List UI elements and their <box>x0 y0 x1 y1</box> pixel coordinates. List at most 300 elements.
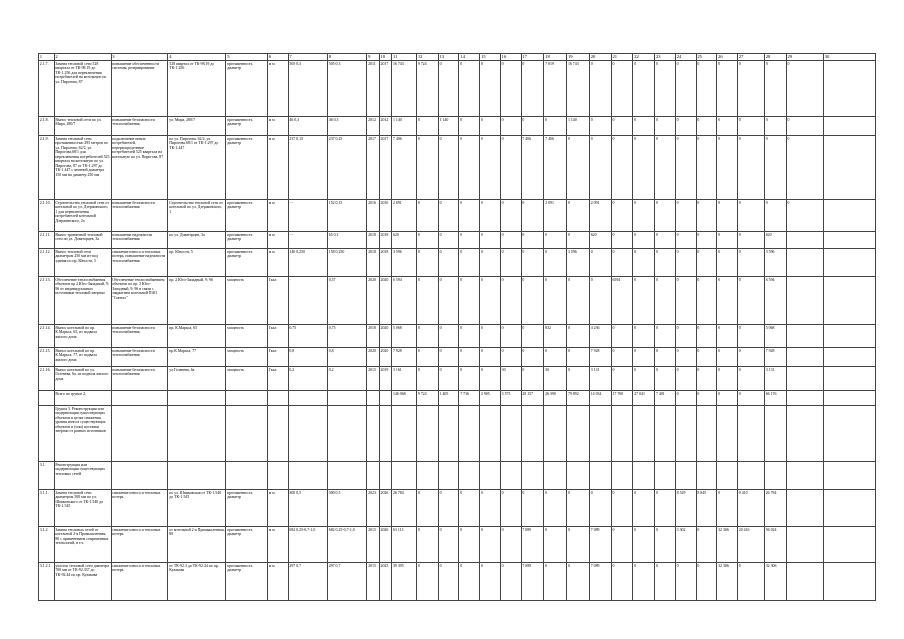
table-cell: пр. К.Маркса, 65 <box>168 324 226 347</box>
table-cell: 0 <box>567 526 590 562</box>
table-cell <box>823 489 875 526</box>
table-cell: 0 <box>521 248 544 276</box>
table-cell: 26 784 <box>392 489 417 526</box>
table-cell <box>675 461 696 489</box>
table-cell <box>764 461 786 489</box>
table-cell: 505 0,3 <box>327 60 366 116</box>
table-cell <box>589 405 611 461</box>
table-cell: 7 089 <box>589 526 611 562</box>
table-cell: 8 845 <box>696 489 717 526</box>
column-number-cell: 8 <box>327 54 366 61</box>
table-cell: 0 <box>675 248 696 276</box>
table-cell <box>823 562 875 600</box>
table-cell: м м <box>267 562 288 600</box>
table-cell <box>823 366 875 390</box>
table-cell: 17 700 <box>611 390 633 405</box>
table-cell <box>438 461 459 489</box>
column-number-cell: 7 <box>288 54 327 61</box>
table-cell: 0,2 <box>327 366 366 390</box>
table-cell: 0 <box>500 116 521 135</box>
table-cell <box>459 461 480 489</box>
table-cell <box>786 276 823 324</box>
table-cell <box>717 405 738 461</box>
table-cell: повышение безопасности теплоснабжения <box>111 324 168 347</box>
table-cell: 0 <box>717 135 738 199</box>
table-cell: 7 401 <box>655 390 676 405</box>
table-cell: 2.1.8. <box>39 116 55 135</box>
table-cell: 1 140 <box>567 116 590 135</box>
table-cell: 2 091 <box>392 199 417 231</box>
table-cell <box>589 461 611 489</box>
table-cell <box>764 405 786 461</box>
table-cell: 0 <box>438 248 459 276</box>
table-cell: 2020 <box>367 347 379 366</box>
table-cell: пр.К.Маркса, 77 <box>168 347 226 366</box>
table-cell: 2025 <box>379 562 391 600</box>
table-cell: 0 <box>675 135 696 199</box>
table-cell: повышение безопасности теплоснабжения <box>111 116 168 135</box>
table-row <box>39 116 876 135</box>
table-cell: 152 0,15 <box>327 199 366 231</box>
table-cell: 0 <box>459 562 480 600</box>
table-cell <box>367 461 379 489</box>
table-cell: 0 <box>521 60 544 116</box>
table-cell: Вынос котельной по пр. К.Маркса, 65, из подвала жилого дома <box>54 324 111 347</box>
table-cell: 0 <box>611 199 633 231</box>
table-cell: 0 <box>544 347 567 366</box>
table-cell: 620 <box>589 231 611 248</box>
table-cell <box>417 405 439 461</box>
table-cell: 2018 <box>367 248 379 276</box>
table-cell: 3.1.2.1. <box>39 562 55 600</box>
table-cell: м м <box>267 248 288 276</box>
table-cell: 237 0,25 <box>327 135 366 199</box>
table-cell: 0 <box>459 489 480 526</box>
table-cell: 7 089 <box>521 562 544 600</box>
table-cell: 0,2 <box>288 366 327 390</box>
table-cell: 6594 <box>611 276 633 324</box>
table-cell: 0 <box>675 324 696 347</box>
table-cell <box>500 405 521 461</box>
table-cell: 0,75 <box>327 324 366 347</box>
table-cell: 0 <box>696 347 717 366</box>
table-cell: 0 <box>633 248 655 276</box>
table-cell: протяженность диаметр <box>226 526 267 562</box>
table-cell: 2019 <box>379 366 391 390</box>
table-cell: 0 <box>655 347 676 366</box>
table-cell <box>111 390 168 405</box>
table-cell: 2015 <box>367 562 379 600</box>
column-number-cell: 4 <box>168 54 226 61</box>
table-cell: от котельной 2-я Промышленная, 80 <box>168 526 226 562</box>
table-cell: 0 <box>737 324 764 347</box>
table-cell: 0 <box>737 366 764 390</box>
table-cell: 32 306 <box>717 526 738 562</box>
table-cell: 7 089 <box>521 526 544 562</box>
table-cell: - - <box>288 199 327 231</box>
table-cell: 0 <box>696 199 717 231</box>
table-cell <box>823 526 875 562</box>
table-cell <box>438 405 459 461</box>
table-cell: 7 736 <box>459 390 480 405</box>
table-cell: 0 <box>633 366 655 390</box>
table-cell: 0 <box>655 366 676 390</box>
table-cell: 0 <box>480 231 501 248</box>
table-cell: 0 <box>459 366 480 390</box>
table-cell: 0 <box>480 562 501 600</box>
table-cell: 0 <box>567 562 590 600</box>
table-cell: 0 <box>500 135 521 199</box>
table-cell: Гкал <box>267 276 288 324</box>
table-cell: 0 <box>459 324 480 347</box>
table-cell: 14 034 <box>589 390 611 405</box>
table-cell: повышение надежности теплоснабжения <box>111 231 168 248</box>
table-cell: Вынос котельной по ул. Голенева, 6а, из подвала жилого дома <box>54 366 111 390</box>
table-cell: 26 784 <box>764 489 786 526</box>
table-cell: повышение обеспеченности системы, резервирование <box>111 60 168 116</box>
column-number-cell: 9 <box>367 54 379 61</box>
table-cell: 0 <box>717 489 738 526</box>
table-cell: снижение износа и тепловых потерь <box>111 489 168 526</box>
column-number-cell: 22 <box>633 54 655 61</box>
table-cell: протяженность диаметр <box>226 562 267 600</box>
table-cell <box>480 461 501 489</box>
table-cell <box>823 231 875 248</box>
table-cell <box>544 405 567 461</box>
table-cell: 300 0,5 <box>327 489 366 526</box>
table-cell <box>226 405 267 461</box>
table-cell: 8 529 <box>675 489 696 526</box>
table-cell: 16 743 <box>567 60 590 116</box>
table-cell: 0 <box>459 135 480 199</box>
table-cell: 0 <box>737 135 764 199</box>
table-cell: 0 <box>500 526 521 562</box>
table-cell: 0 <box>417 248 439 276</box>
table-cell: 3 596 <box>392 248 417 276</box>
table-cell: 0 <box>633 231 655 248</box>
table-cell: 7 928 <box>764 347 786 366</box>
table-cell: Гкал <box>267 366 288 390</box>
table-cell: 9 724 <box>417 60 439 116</box>
table-cell: 0 <box>633 116 655 135</box>
table-cell: 0 <box>500 324 521 347</box>
table-cell: 682 0,25-0,7-1,0 <box>288 526 327 562</box>
table-cell: 0 <box>611 562 633 600</box>
table-cell: Вынос тепловой сети по ул. Мира, 280/7 <box>54 116 111 135</box>
table-cell <box>786 562 823 600</box>
table-cell: 2.1.9. <box>39 135 55 199</box>
table-cell <box>786 347 823 366</box>
table-cell: 1 405 <box>438 390 459 405</box>
table-cell: 0,8 <box>327 347 366 366</box>
table-cell: 0 <box>633 347 655 366</box>
table-cell: 0 <box>611 347 633 366</box>
table-cell: 0 <box>438 489 459 526</box>
table-cell: 682 0,25-0,7-1,0 <box>327 526 366 562</box>
table-cell: 2017 <box>379 60 391 116</box>
table-cell: 0 <box>480 60 501 116</box>
table-cell: 0 <box>500 199 521 231</box>
table-cell: участок тепловой сети диаметра 700 мм от ТК-92.337 до ТК-92.44 по пр. Кулакова <box>54 562 111 600</box>
table-cell: - <box>288 276 327 324</box>
column-number-cell: 28 <box>764 54 786 61</box>
table-cell: 3 302 <box>675 526 696 562</box>
table-cell <box>786 489 823 526</box>
column-number-cell: 27 <box>737 54 764 61</box>
table-cell: 2 091 <box>544 199 567 231</box>
table-cell: 0 <box>737 276 764 324</box>
table-cell: 505 0,3 <box>288 60 327 116</box>
table-cell: 3.1.1. <box>39 489 55 526</box>
table-cell: 46 0,3 <box>327 116 366 135</box>
table-cell <box>786 248 823 276</box>
column-number-cell: 29 <box>786 54 823 61</box>
table-cell <box>480 405 501 461</box>
table-cell <box>111 405 168 461</box>
table-cell: 2.1.10. <box>39 199 55 231</box>
table-cell <box>379 461 391 489</box>
column-number-cell: 13 <box>438 54 459 61</box>
table-cell: протяженность диаметр <box>226 231 267 248</box>
table-cell: 2026 <box>379 489 391 526</box>
table-cell: - - <box>288 231 327 248</box>
table-cell: 0 <box>696 526 717 562</box>
table-cell: 0 <box>655 248 676 276</box>
table-cell: 0 <box>737 248 764 276</box>
table-cell <box>226 390 267 405</box>
table-cell: мощность <box>226 324 267 347</box>
table-cell: 2011 <box>367 60 379 116</box>
table-cell: 0 <box>717 390 738 405</box>
table-row <box>39 231 876 248</box>
table-cell: 0 <box>611 248 633 276</box>
table-cell: 620 <box>392 231 417 248</box>
column-number-cell: 1 <box>39 54 55 61</box>
column-number-cell: 25 <box>696 54 717 61</box>
table-cell: 0 <box>764 135 786 199</box>
table-cell: 2020 <box>379 324 391 347</box>
table-cell: Вынос котельной по пр. К.Маркса, 77, из подвала жилого дома <box>54 347 111 366</box>
table-cell: 0 <box>611 489 633 526</box>
table-cell: 0 <box>737 116 764 135</box>
table-cell <box>288 461 327 489</box>
table-cell: 0 <box>764 116 786 135</box>
table-cell: 6 594 <box>764 276 786 324</box>
table-cell: 3 131 <box>764 366 786 390</box>
table-cell: 0 <box>675 60 696 116</box>
table-cell: 237 0,15 <box>288 135 327 199</box>
table-row <box>39 60 876 116</box>
table-cell: 0 <box>438 199 459 231</box>
table-cell <box>786 405 823 461</box>
table-cell <box>327 390 366 405</box>
table-cell: Замена тепловой сети протяженностью 295 метров по ул. Пирогова, 62/2, ул. Пирогова,68/1 для переключения потребителей 525 квартала на котельную по ул. Пирогова, 87 от ТК-1.297 до ТК-1.447 с заменой диаметра 150 мм на диаметр 250 мм <box>54 135 111 199</box>
table-cell: 0 <box>459 248 480 276</box>
column-number-cell: 2 <box>54 54 111 61</box>
table-cell: Замена тепловой сети 528 квартала от ТК-98.19 до ТК-1.256 для переключения потребителей на котельную по ул. Пирогова, 87 <box>54 60 111 116</box>
table-cell: 0 <box>655 135 676 199</box>
table-cell <box>288 405 327 461</box>
table-cell: 0 <box>786 116 823 135</box>
table-cell: 0 <box>611 231 633 248</box>
table-cell: 0 <box>500 347 521 366</box>
table-cell: 0 <box>480 366 501 390</box>
column-number-cell: 5 <box>226 54 267 61</box>
table-cell: 65 0,1 <box>327 231 366 248</box>
table-cell: 2015 <box>367 526 379 562</box>
column-number-cell: 16 <box>500 54 521 61</box>
table-cell: Строительство тепловой сети от котельной по ул. Дзержинского, 1 для переключения потребителей котельной Дзержинского, 2а <box>54 199 111 231</box>
table-cell: 146 068 <box>392 390 417 405</box>
table-cell: 0 <box>417 199 439 231</box>
table-cell: 2023 <box>367 489 379 526</box>
table-cell: 0 <box>696 248 717 276</box>
table-cell: 0 <box>611 324 633 347</box>
table-cell: 2017 <box>367 135 379 199</box>
table-cell: 0,8 <box>288 347 327 366</box>
table-cell: 2.1.14. <box>39 324 55 347</box>
table-cell: 0 <box>589 248 611 276</box>
table-cell: Обеспечение теплоснабжения объектов пр 2 Юго-Западный, 9; 96 от индивидуальных источников тепловой энергии <box>54 276 111 324</box>
table-cell: снижение износа и тепловых потерь <box>111 526 168 562</box>
table-cell: 0 <box>589 135 611 199</box>
table-cell: м м <box>267 135 288 199</box>
table-cell: 0 <box>589 116 611 135</box>
table-cell: Замена тепловых сетей от котельной 2-я Промышленная, 80 с применением современных технологий, в т.ч. <box>54 526 111 562</box>
table-cell: 0 <box>655 231 676 248</box>
table-cell: 0 <box>589 60 611 116</box>
table-cell: 300 0,5 <box>288 489 327 526</box>
table-cell: 4 236 <box>589 324 611 347</box>
table-cell: 0 <box>675 116 696 135</box>
table-cell: 0,75 <box>288 324 327 347</box>
table-row <box>39 135 876 199</box>
table-cell: 140 0,250 <box>288 248 327 276</box>
table-row <box>39 248 876 276</box>
table-cell <box>521 405 544 461</box>
table-cell: Замена тепловой сети диаметром 500 мм по ул. Шпиковского от ТК-1.540 до ТК-1.545 <box>54 489 111 526</box>
table-cell <box>392 461 417 489</box>
table-row <box>39 489 876 526</box>
table-cell: 0 <box>611 135 633 199</box>
table-cell: 0 <box>786 199 823 231</box>
column-number-cell: 30 <box>823 54 875 61</box>
table-cell: 0 <box>633 489 655 526</box>
table-cell: Обеспечение теплоснабжением объектов по пр. 2 Юго-Западный, 9; 96 в связи с закрытием котельной ПАО "Сигнал" <box>111 276 168 324</box>
table-cell <box>367 390 379 405</box>
table-cell: 0 <box>521 231 544 248</box>
table-cell <box>696 461 717 489</box>
table-cell: 2016 <box>367 199 379 231</box>
table-cell: 0 <box>500 248 521 276</box>
table-cell: 56 024 <box>764 526 786 562</box>
table-cell: 0 <box>717 60 738 116</box>
table-cell: 28 157 <box>521 390 544 405</box>
table-cell: ул. Мира, 280/7 <box>168 116 226 135</box>
table-cell: 0 <box>438 526 459 562</box>
table-cell: 0 <box>655 324 676 347</box>
table-cell: мощность <box>226 347 267 366</box>
table-cell: 0 <box>567 199 590 231</box>
table-cell: м м <box>267 489 288 526</box>
table-cell: 0 <box>717 366 738 390</box>
table-cell: снижение износа и тепловых потерь, повышение надежности теплоснабжения <box>111 248 168 276</box>
table-cell <box>786 526 823 562</box>
table-cell: 0 <box>567 366 590 390</box>
table-cell: повышение безопасности теплоснабжения <box>111 199 168 231</box>
table-cell: 0 <box>717 116 738 135</box>
table-cell: 2.1.12. <box>39 248 55 276</box>
table-cell <box>267 390 288 405</box>
table-cell: 0 <box>737 60 764 116</box>
table-row <box>39 405 876 461</box>
table-cell: 7 406 <box>521 135 544 199</box>
table-cell: 0 <box>500 562 521 600</box>
table-cell <box>567 461 590 489</box>
table-cell: 0 <box>544 248 567 276</box>
table-cell <box>39 390 55 405</box>
table-cell: 0 <box>717 231 738 248</box>
table-cell <box>392 405 417 461</box>
table-cell <box>786 324 823 347</box>
table-cell: 2020 <box>367 276 379 324</box>
table-cell: 0 <box>459 347 480 366</box>
table-cell: 2020 <box>379 276 391 324</box>
table-body <box>39 54 876 601</box>
table-cell: Гкал <box>267 347 288 366</box>
table-cell: 0 <box>438 231 459 248</box>
table-cell: 2018 <box>367 231 379 248</box>
column-number-cell: 24 <box>675 54 696 61</box>
table-cell: 0 <box>589 276 611 324</box>
column-number-cell: 23 <box>655 54 676 61</box>
table-cell: 46 0,3 <box>288 116 327 135</box>
table-cell: 0 <box>521 276 544 324</box>
table-cell: 63 113 <box>392 526 417 562</box>
table-cell: 0 <box>737 231 764 248</box>
table-cell <box>823 116 875 135</box>
table-cell: 16 743 <box>392 60 417 116</box>
table-cell <box>459 405 480 461</box>
table-cell: 7 406 <box>544 135 567 199</box>
table-cell: протяженность диаметр <box>226 248 267 276</box>
table-cell: 0 <box>500 60 521 116</box>
table-cell: протяженность диаметр <box>226 60 267 116</box>
table-cell: 0 <box>480 489 501 526</box>
table-cell: 30 <box>500 366 521 390</box>
table-cell: 0 <box>521 199 544 231</box>
table-cell: 0 <box>417 276 439 324</box>
table-cell <box>327 461 366 489</box>
table-cell: 0 <box>675 231 696 248</box>
table-cell <box>823 390 875 405</box>
table-cell: протяженность диаметр <box>226 135 267 199</box>
table-cell: по ул. Шпиковская от ТК-1.540 до ТК-1.545 <box>168 489 226 526</box>
table-cell: 0 <box>459 526 480 562</box>
table-cell: 2 091 <box>589 199 611 231</box>
table-cell: 0 <box>417 347 439 366</box>
table-cell: 0 <box>611 60 633 116</box>
table-cell: 0 <box>633 324 655 347</box>
table-cell <box>379 390 391 405</box>
column-number-cell: 21 <box>611 54 633 61</box>
table-cell: 0 <box>459 276 480 324</box>
table-cell: 0 <box>696 324 717 347</box>
table-cell: 0 <box>611 116 633 135</box>
table-cell <box>823 405 875 461</box>
table-row <box>39 324 876 347</box>
table-cell: 0 <box>500 489 521 526</box>
